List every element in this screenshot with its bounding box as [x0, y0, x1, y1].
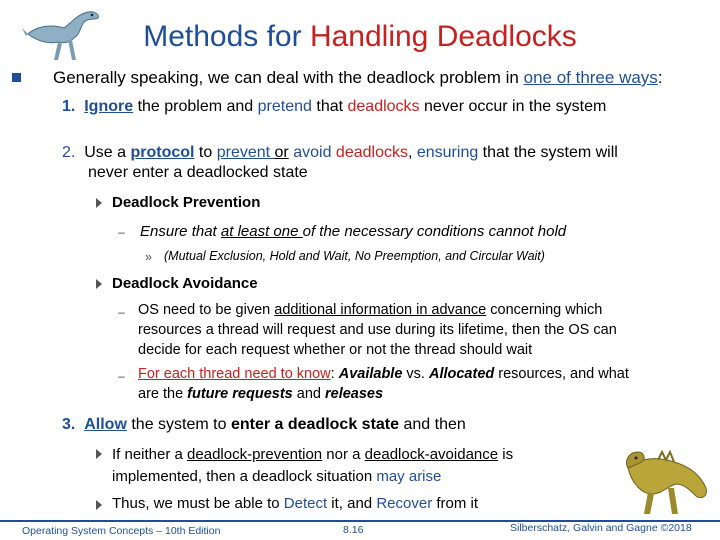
square-bullet-icon	[12, 73, 21, 82]
avoidance-heading: Deadlock Avoidance	[112, 275, 258, 292]
prevention-detail: (Mutual Exclusion, Hold and Wait, No Preemption, and Circular Wait)	[164, 249, 545, 263]
arrow-bullet-icon	[96, 279, 102, 289]
avoidance-point-1: OS need to be given additional information in advance concerning which resources a thread will request and use during its lifetime, then the OS can decide for each request whether or not the thread should wait	[138, 302, 617, 358]
arrow-bullet-icon	[96, 500, 102, 510]
item-3-sub-2: Thus, we must be able to Detect it, and Recover from it	[112, 495, 479, 512]
slide-title: Methods for Handling Deadlocks	[143, 20, 577, 53]
prevention-sub: Ensure that at least one of the necessary conditions cannot hold	[140, 223, 567, 240]
item-3: 3. Allow the system to enter a deadlock state and then	[62, 416, 466, 433]
footer-left: Operating System Concepts – 10th Edition	[22, 525, 221, 537]
arrow-bullet-icon	[96, 449, 102, 459]
item-2-line2: never enter a deadlocked state	[88, 164, 308, 181]
dash-bullet-icon: –	[118, 369, 125, 383]
prevention-heading: Deadlock Prevention	[112, 194, 261, 211]
item-1: 1. Ignore the problem and pretend that deadlocks never occur in the system	[62, 98, 607, 115]
avoidance-point-2: For each thread need to know: Available vs. Allocated resources, and what are the future requests and releases	[138, 366, 629, 402]
footer-right: Silberschatz, Galvin and Gagne ©2018	[510, 522, 692, 534]
arrow-bullet-icon	[96, 198, 102, 208]
item-3-sub-1: If neither a deadlock-prevention nor a deadlock-avoidance is implemented, then a deadlock situation may arise	[112, 446, 514, 485]
footer-page-number: 8.16	[343, 524, 364, 536]
detail-marker: »	[145, 250, 152, 264]
dash-bullet-icon: –	[118, 305, 125, 319]
dinosaur-icon	[618, 438, 714, 520]
main-bullet-text: Generally speaking, we can deal with the deadlock problem in one of three ways:	[53, 68, 663, 87]
dash-bullet-icon: –	[118, 225, 125, 239]
item-2: 2. Use a protocol to prevent or avoid deadlocks, ensuring that the system will	[62, 144, 618, 161]
